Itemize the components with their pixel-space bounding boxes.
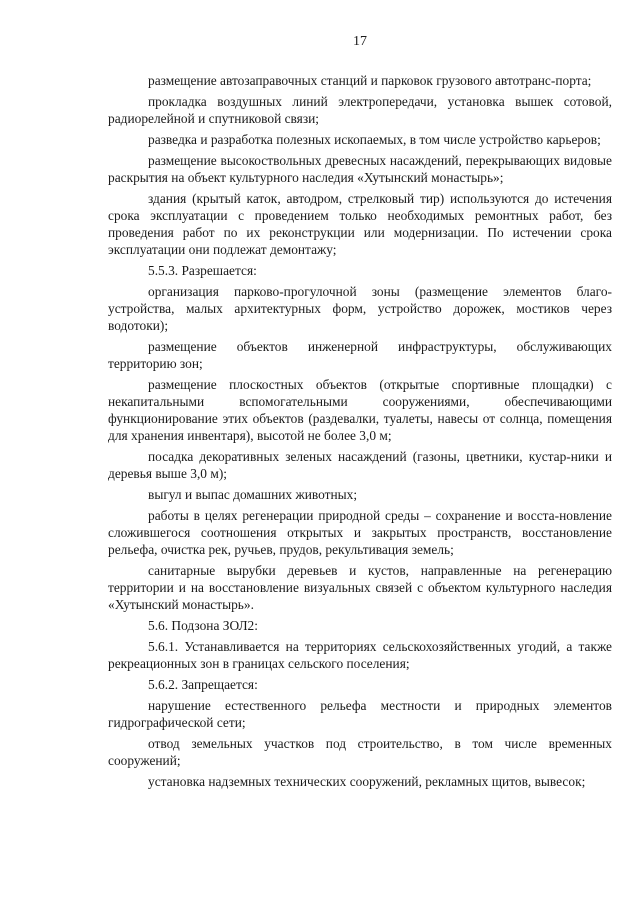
paragraph: разведка и разработка полезных ископаемых, в том числе устройство карьеров; bbox=[148, 132, 601, 147]
paragraph: отвод земельных участков под строительство, в том числе временных сооружений; bbox=[108, 736, 612, 768]
paragraph: здания (крытый каток, автодром, стрелковый тир) используются до истечения срока эксплуатации с проведением только необходимых ремонтных работ, без проведения работ по их реконструкции или модернизации. По истечении срока эксплуатации они подлежат демонтажу; bbox=[108, 191, 612, 257]
paragraph: размещение высокоствольных древесных насаждений, перекрывающих видовые раскрытия на объект культурного наследия «Хутынский монастырь»; bbox=[108, 153, 612, 185]
paragraph: размещение объектов инженерной инфраструктуры, обслуживающих территорию зон; bbox=[108, 339, 612, 371]
paragraph: санитарные вырубки деревьев и кустов, направленные на регенерацию территории и на восстановление визуальных связей с объектом культурного наследия «Хутынский монастырь». bbox=[108, 563, 612, 612]
document-body bbox=[108, 72, 612, 790]
paragraph: размещение плоскостных объектов (открытые спортивные площадки) с некапитальными вспомогательными сооружениями, обеспечивающими функционирование этих объектов (раздевалки, туалеты, навесы от солнца, помещения для хранения инвентаря), высотой не более 3,0 м; bbox=[108, 377, 612, 443]
paragraph: организация парково-прогулочной зоны (размещение элементов благо-устройства, малых архитектурных форм, устройство дорожек, мостиков через водотоки); bbox=[108, 284, 612, 333]
section-heading: 5.6.2. Запрещается: bbox=[148, 677, 258, 692]
paragraph: установка надземных технических сооружений, рекламных щитов, вывесок; bbox=[148, 774, 586, 789]
paragraph: выгул и выпас домашних животных; bbox=[148, 487, 358, 502]
paragraph: прокладка воздушных линий электропередачи, установка вышек сотовой, радиорелейной и спутниковой связи; bbox=[108, 94, 612, 126]
page-number: 17 bbox=[353, 34, 367, 49]
paragraph: посадка декоративных зеленых насаждений (газоны, цветники, кустар-ники и деревья выше 3,0 м); bbox=[108, 449, 612, 481]
paragraph: работы в целях регенерации природной среды – сохранение и восста-новление сложившегося соотношения открытых и закрытых пространств, восстановление рельефа, очистка рек, ручьев, прудов, рекультивация земель; bbox=[108, 508, 612, 557]
paragraph: нарушение естественного рельефа местности и природных элементов гидрографической сети; bbox=[108, 698, 612, 730]
paragraph: 5.6.1. Устанавливается на территориях сельскохозяйственных угодий, а также рекреационных зон в границах сельского поселения; bbox=[108, 639, 612, 671]
section-heading: 5.6. Подзона ЗОЛ2: bbox=[148, 618, 258, 633]
section-heading: 5.5.3. Разрешается: bbox=[148, 263, 257, 278]
paragraph: размещение автозаправочных станций и парковок грузового автотранс-порта; bbox=[148, 73, 592, 88]
